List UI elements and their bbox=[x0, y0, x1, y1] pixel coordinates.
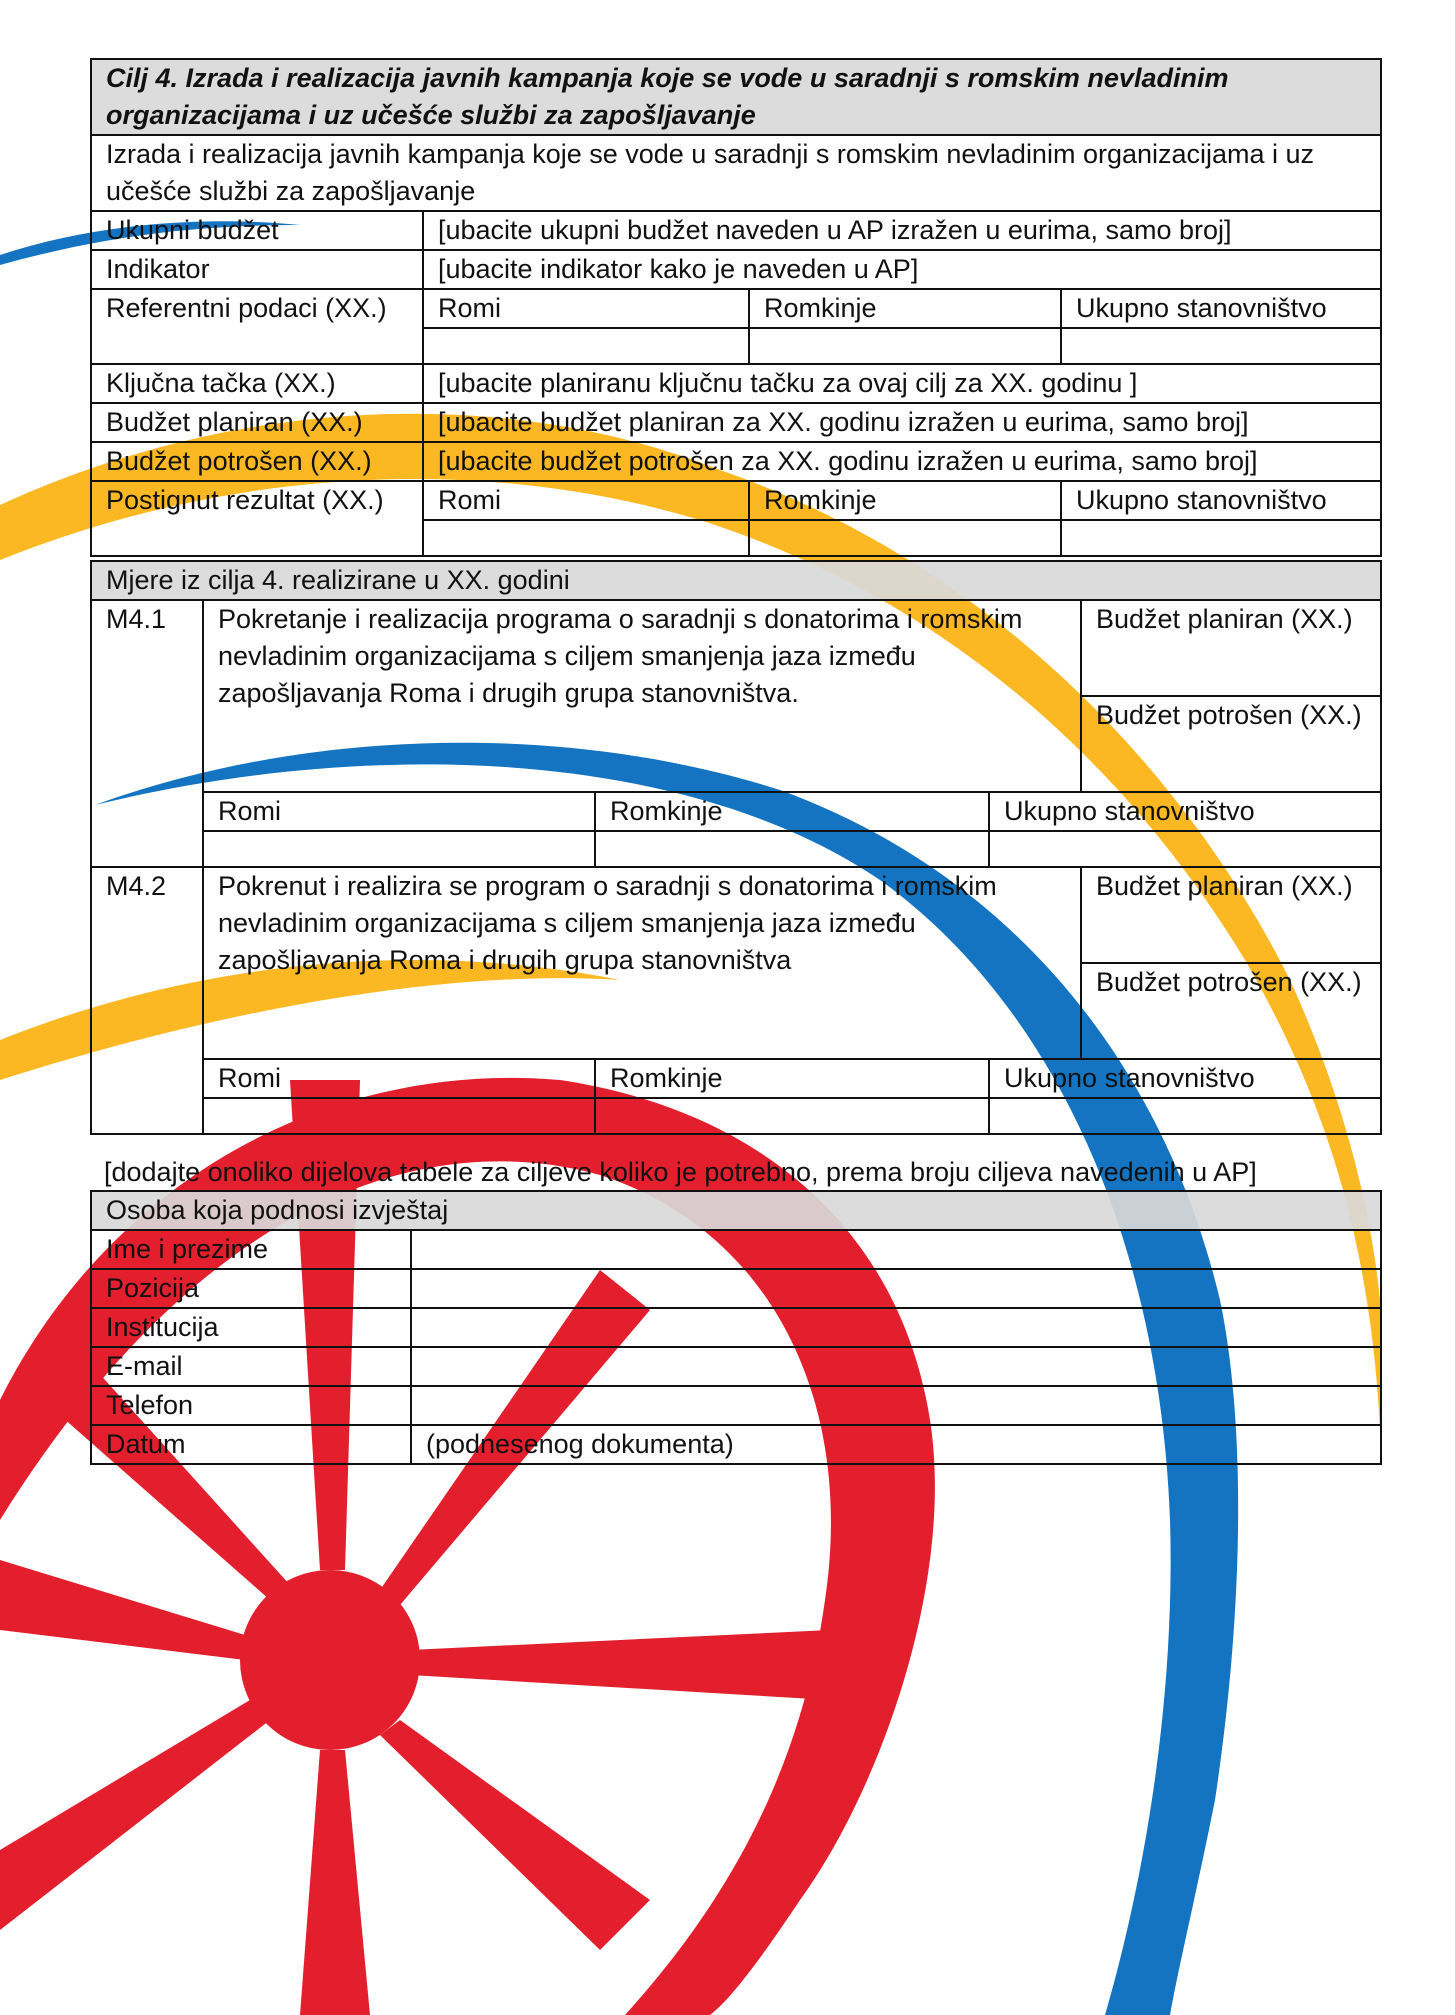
result-total-header: Ukupno stanovništvo bbox=[1061, 481, 1381, 520]
reporter-field-label: Telefon bbox=[91, 1386, 411, 1425]
reporter-phone-field[interactable] bbox=[411, 1386, 1381, 1425]
add-sections-note: [dodajte onoliko dijelova tabele za ciljeve koliko je potrebno, prema broju ciljeva navedenih u AP] bbox=[104, 1157, 1257, 1187]
reporter-field-label: Pozicija bbox=[91, 1269, 411, 1308]
reporter-email-field[interactable] bbox=[411, 1347, 1381, 1386]
reporter-header: Osoba koja podnosi izvještaj bbox=[91, 1191, 1381, 1230]
goal-table bbox=[90, 58, 1382, 557]
baseline-total-value[interactable] bbox=[1061, 328, 1381, 364]
measure-roma-women-value[interactable] bbox=[595, 1098, 989, 1134]
baseline-label: Referentni podaci (XX.) bbox=[91, 289, 423, 364]
measure-budget-planned[interactable]: Budžet planiran (XX.) bbox=[1081, 600, 1381, 696]
budget-spent-label: Budžet potrošen (XX.) bbox=[91, 442, 423, 481]
reporter-date-field[interactable]: (podnesenog dokumenta) bbox=[411, 1425, 1381, 1464]
reporter-field-label: Datum bbox=[91, 1425, 411, 1464]
measure-roma-value[interactable] bbox=[203, 831, 595, 867]
measure-budget-spent[interactable]: Budžet potrošen (XX.) bbox=[1081, 696, 1381, 792]
baseline-roma-women-value[interactable] bbox=[749, 328, 1061, 364]
measure-code: M4.1 bbox=[91, 600, 203, 867]
measure-total-value[interactable] bbox=[989, 1098, 1381, 1134]
baseline-roma-header: Romi bbox=[423, 289, 749, 328]
result-roma-value[interactable] bbox=[423, 520, 749, 556]
reporter-table bbox=[90, 1190, 1382, 1465]
budget-spent-value[interactable]: [ubacite budžet potrošen za XX. godinu izražen u eurima, samo broj] bbox=[423, 442, 1381, 481]
measure-total-header: Ukupno stanovništvo bbox=[989, 1059, 1381, 1098]
result-total-value[interactable] bbox=[1061, 520, 1381, 556]
indicator-label: Indikator bbox=[91, 250, 423, 289]
goal-header: Cilj 4. Izrada i realizacija javnih kampanja koje se vode u saradnji s romskim nevladinim organizacijama i uz učešće službi za zapošljavanje bbox=[91, 59, 1381, 135]
measure-roma-women-value[interactable] bbox=[595, 831, 989, 867]
result-roma-women-header: Romkinje bbox=[749, 481, 1061, 520]
measure-total-header: Ukupno stanovništvo bbox=[989, 792, 1381, 831]
measure-text: Pokrenut i realizira se program o saradnji s donatorima i romskim nevladinim organizacijama s ciljem smanjenja jaza između zapošljavanja Roma i drugih grupa stanovništva bbox=[203, 867, 1081, 1059]
measures-table bbox=[90, 560, 1382, 1135]
measure-roma-women-header: Romkinje bbox=[595, 792, 989, 831]
measure-total-value[interactable] bbox=[989, 831, 1381, 867]
milestone-value[interactable]: [ubacite planiranu ključnu tačku za ovaj cilj za XX. godinu ] bbox=[423, 364, 1381, 403]
baseline-roma-women-header: Romkinje bbox=[749, 289, 1061, 328]
measures-header: Mjere iz cilja 4. realizirane u XX. godini bbox=[91, 561, 1381, 600]
reporter-field-label: Ime i prezime bbox=[91, 1230, 411, 1269]
total-budget-label: Ukupni budžet bbox=[91, 211, 423, 250]
measure-budget-planned[interactable]: Budžet planiran (XX.) bbox=[1081, 867, 1381, 963]
result-roma-women-value[interactable] bbox=[749, 520, 1061, 556]
baseline-roma-value[interactable] bbox=[423, 328, 749, 364]
reporter-institution-field[interactable] bbox=[411, 1308, 1381, 1347]
budget-planned-label: Budžet planiran (XX.) bbox=[91, 403, 423, 442]
reporter-field-label: Institucija bbox=[91, 1308, 411, 1347]
result-label: Postignut rezultat (XX.) bbox=[91, 481, 423, 556]
measure-budget-spent[interactable]: Budžet potrošen (XX.) bbox=[1081, 963, 1381, 1059]
indicator-value[interactable]: [ubacite indikator kako je naveden u AP] bbox=[423, 250, 1381, 289]
measure-roma-women-header: Romkinje bbox=[595, 1059, 989, 1098]
budget-planned-value[interactable]: [ubacite budžet planiran za XX. godinu izražen u eurima, samo broj] bbox=[423, 403, 1381, 442]
goal-description: Izrada i realizacija javnih kampanja koje se vode u saradnji s romskim nevladinim organizacijama i uz učešće službi za zapošljavanje bbox=[91, 135, 1381, 211]
measure-roma-header: Romi bbox=[203, 792, 595, 831]
measure-roma-header: Romi bbox=[203, 1059, 595, 1098]
measure-roma-value[interactable] bbox=[203, 1098, 595, 1134]
measure-code: M4.2 bbox=[91, 867, 203, 1134]
result-roma-header: Romi bbox=[423, 481, 749, 520]
reporter-field-label: E-mail bbox=[91, 1347, 411, 1386]
milestone-label: Ključna tačka (XX.) bbox=[91, 364, 423, 403]
baseline-total-header: Ukupno stanovništvo bbox=[1061, 289, 1381, 328]
measure-text: Pokretanje i realizacija programa o saradnji s donatorima i romskim nevladinim organizacijama s ciljem smanjenja jaza između zapošljavanja Roma i drugih grupa stanovništva. bbox=[203, 600, 1081, 792]
total-budget-value[interactable]: [ubacite ukupni budžet naveden u AP izražen u eurima, samo broj] bbox=[423, 211, 1381, 250]
reporter-position-field[interactable] bbox=[411, 1269, 1381, 1308]
reporter-name-field[interactable] bbox=[411, 1230, 1381, 1269]
